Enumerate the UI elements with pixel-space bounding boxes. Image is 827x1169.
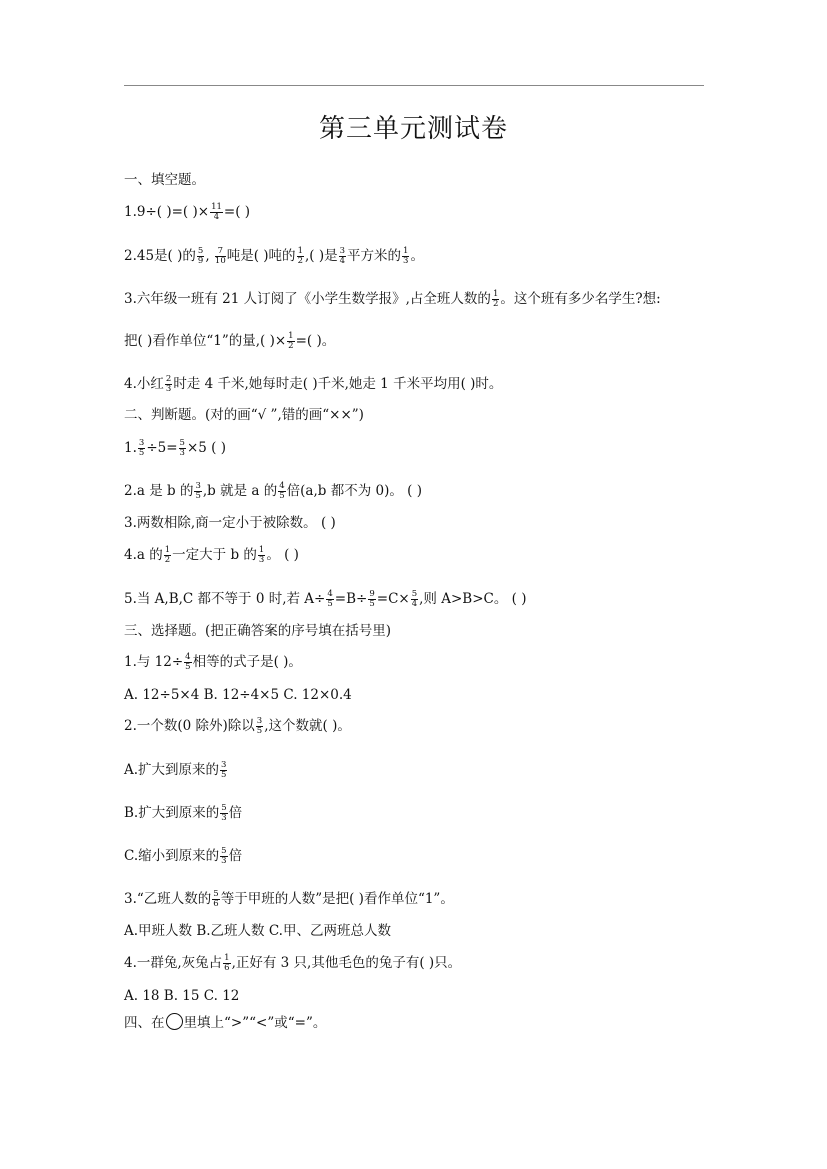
section-4-heading: 四、在 里填上“>”“<”或“=”。	[124, 1015, 327, 1031]
choice-q2-option-c: C.缩小到原来的 $\frac{5}{3}$ 倍	[124, 846, 243, 866]
judge-q1: 1. $\frac{3}{5}$ ÷5= $\frac{5}{3}$ ×5 ( )	[124, 438, 226, 458]
choice-q1: 1.与 12÷ $\frac{4}{5}$ 相等的式子是( )。	[124, 652, 302, 672]
fraction: $\frac{3}{5}$	[256, 716, 263, 736]
fraction: $\frac{1}{2}$	[492, 289, 499, 309]
fraction: $\frac{3}{5}$	[221, 760, 227, 780]
fraction: $\frac{9}{5}$	[369, 589, 375, 609]
judge-q5: 5.当 A,B,C 都不等于 0 时,若 A÷ $\frac{4}{5}$ =B÷ $\frac{9}{5}$ =C× $\frac{5}{4}$ ,则 A>B>C。 ( )	[124, 589, 527, 609]
choice-q4-options: A. 18 B. 15 C. 12	[124, 988, 240, 1004]
fraction: $\frac{11}{4}$	[211, 202, 222, 222]
fraction: $\frac{1}{6}$	[224, 953, 230, 973]
fraction: $\frac{5}{3}$	[179, 438, 185, 458]
judge-q3: 3.两数相除,商一定小于被除数。 ( )	[124, 515, 336, 531]
fraction: $\frac{5}{3}$	[221, 846, 227, 866]
fill-q2: 2.45是( )的 $\frac{5}{9}$ , $\frac{7}{10}$ 吨是( )吨的 $\frac{1}{2}$ ,( )是 $\frac{3}{4}$ 平方米的 $\frac{1}{3}$ 。	[124, 246, 424, 266]
section-3-heading: 三、选择题。(把正确答案的序号填在括号里)	[124, 623, 392, 639]
choice-q2-option-b: B.扩大到原来的 $\frac{5}{3}$ 倍	[124, 803, 243, 823]
page-title: 第三单元测试卷	[318, 114, 508, 144]
fill-q1: 1.9÷( )=( )× $\frac{11}{4}$ =( )	[124, 202, 251, 222]
choice-q3: 3.“乙班人数的 $\frac{5}{6}$ 等于甲班的人数”是把( )看作单位“1”。	[124, 889, 454, 909]
fraction: $\frac{5}{9}$	[197, 246, 204, 266]
choice-q1-options: A. 12÷5×4 B. 12÷4×5 C. 12×0.4	[124, 687, 352, 703]
fraction: $\frac{7}{10}$	[214, 246, 226, 266]
fraction: $\frac{5}{4}$	[411, 589, 418, 609]
choice-q2: 2.一个数(0 除外)除以 $\frac{3}{5}$ ,这个数就( )。	[124, 716, 351, 736]
judge-q4: 4.a 的 $\frac{1}{2}$ 一定大于 b 的 $\frac{1}{3}$ 。 ( )	[124, 545, 299, 565]
fraction: $\frac{5}{6}$	[213, 889, 219, 909]
fraction: $\frac{4}{5}$	[279, 481, 285, 501]
fraction: $\frac{3}{4}$	[339, 246, 346, 266]
fraction: $\frac{1}{2}$	[288, 331, 294, 351]
fraction: $\frac{1}{3}$	[403, 246, 409, 266]
fraction: $\frac{4}{5}$	[185, 652, 191, 672]
choice-q3-options: A.甲班人数 B.乙班人数 C.甲、乙两班总人数	[124, 923, 391, 939]
choice-q2-option-a: A.扩大到原来的 $\frac{3}{5}$	[124, 760, 227, 780]
section-2-heading: 二、判断题。(对的画“√ ”,错的画“××”)	[124, 407, 364, 423]
fraction: $\frac{3}{5}$	[138, 438, 145, 458]
fraction: $\frac{1}{3}$	[258, 545, 265, 565]
circle-icon	[166, 1013, 183, 1030]
choice-q4: 4.一群兔,灰兔占 $\frac{1}{6}$ ,正好有 3 只,其他毛色的兔子有( )只。	[124, 953, 462, 973]
fill-q3-think: 把( )看作单位“1”的量,( )× $\frac{1}{2}$ =( )。	[124, 331, 336, 351]
fraction: $\frac{1}{2}$	[164, 545, 171, 565]
fill-q4: 4.小红 $\frac{2}{3}$ 时走 4 千米,她每时走( )千米,她走 1 千米平均用( )时。	[124, 374, 503, 394]
fraction: $\frac{2}{3}$	[165, 374, 172, 394]
fraction: $\frac{3}{5}$	[195, 481, 201, 501]
fraction: $\frac{1}{2}$	[297, 246, 303, 266]
fraction: $\frac{4}{5}$	[327, 589, 333, 609]
header-rule	[124, 85, 704, 86]
fill-q3: 3.六年级一班有 21 人订阅了《小学生数学报》,占全班人数的 $\frac{1}{2}$ 。这个班有多少名学生?想:	[124, 289, 661, 309]
judge-q2: 2.a 是 b 的 $\frac{3}{5}$ ,b 就是 a 的 $\frac{4}{5}$ 倍(a,b 都不为 0)。 ( )	[124, 481, 422, 501]
section-1-heading: 一、填空题。	[124, 172, 205, 188]
fraction: $\frac{5}{3}$	[221, 803, 227, 823]
